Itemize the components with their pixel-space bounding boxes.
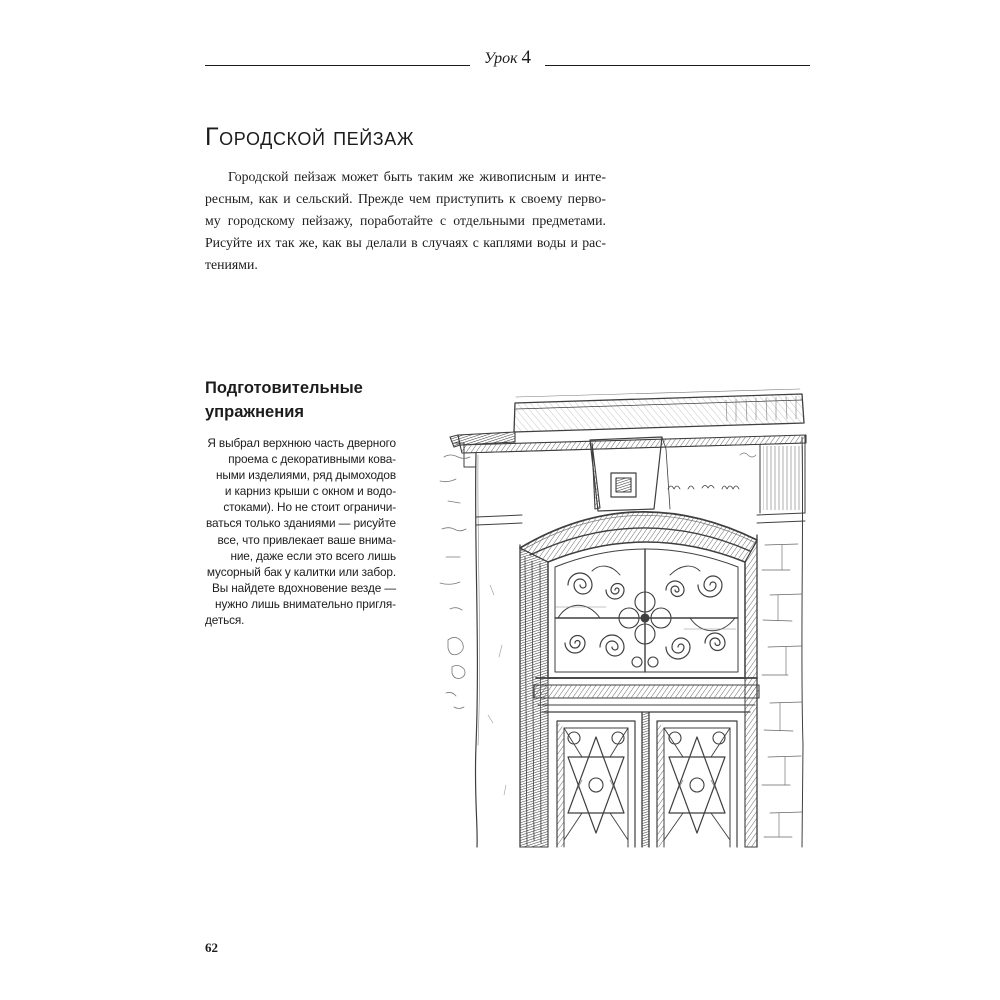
intro-line: тениями. xyxy=(205,257,258,272)
intro-line: ресным, как и сельский. Прежде чем приступить к своему перво- xyxy=(205,191,606,206)
header-rule-right xyxy=(545,65,810,66)
left-pier xyxy=(475,453,522,847)
lesson-number: 4 xyxy=(521,47,532,68)
sidebar-line: деться. xyxy=(205,613,245,628)
lesson-word: Урок xyxy=(483,50,518,67)
sidebar-line: Вы найдете вдохновение везде — xyxy=(211,580,396,595)
intro-line: Рисуйте их так же, как вы делали в случаях с каплями воды и рас- xyxy=(205,235,606,250)
subheading-line: Подготовительные xyxy=(205,379,363,397)
sidebar-line: проема с декоративными кова- xyxy=(228,452,396,467)
section-title: Городской пейзаж xyxy=(205,123,415,151)
intro-line: Городской пейзаж может быть таким же живописным и инте- xyxy=(228,169,606,184)
subheading xyxy=(205,376,405,424)
wrought-iron-grille xyxy=(548,542,745,678)
intro-paragraph xyxy=(205,166,606,276)
sidebar-line: ние, даже если это всего лишь xyxy=(230,548,396,563)
sidebar-paragraph xyxy=(205,435,396,628)
page-number: 62 xyxy=(205,940,218,955)
sidebar-line: Я выбрал верхнюю часть дверного xyxy=(207,436,396,450)
cornice-right-end xyxy=(760,435,805,513)
sidebar-line: нужно лишь внимательно пригля- xyxy=(215,596,396,611)
sidebar-line: стоками). Но не стоит ограничи- xyxy=(223,500,396,515)
sidebar-line: ными изделиями, ряд дымоходов xyxy=(215,468,396,483)
sidebar-line: мусорный бак у калитки или забор. xyxy=(206,564,396,579)
sidebar-line: все, что привлекает ваше внима- xyxy=(217,532,396,547)
transom-bar xyxy=(534,678,759,712)
left-wall-stones xyxy=(440,455,470,709)
door-leaves xyxy=(548,712,745,847)
cornice xyxy=(450,389,806,467)
intro-line: му городскому пейзажу, поработайте с отдельными предметами. xyxy=(205,213,606,228)
subheading-line: упражнения xyxy=(205,403,304,421)
doorway-sketch-illustration xyxy=(430,385,815,855)
header-rule-left xyxy=(205,65,470,66)
sidebar-line: ваться только зданиями — рисуйте xyxy=(206,516,396,531)
lesson-label xyxy=(470,46,545,71)
sidebar-line: и карниз крыши с окном и водо- xyxy=(224,484,396,499)
arch xyxy=(520,512,757,562)
